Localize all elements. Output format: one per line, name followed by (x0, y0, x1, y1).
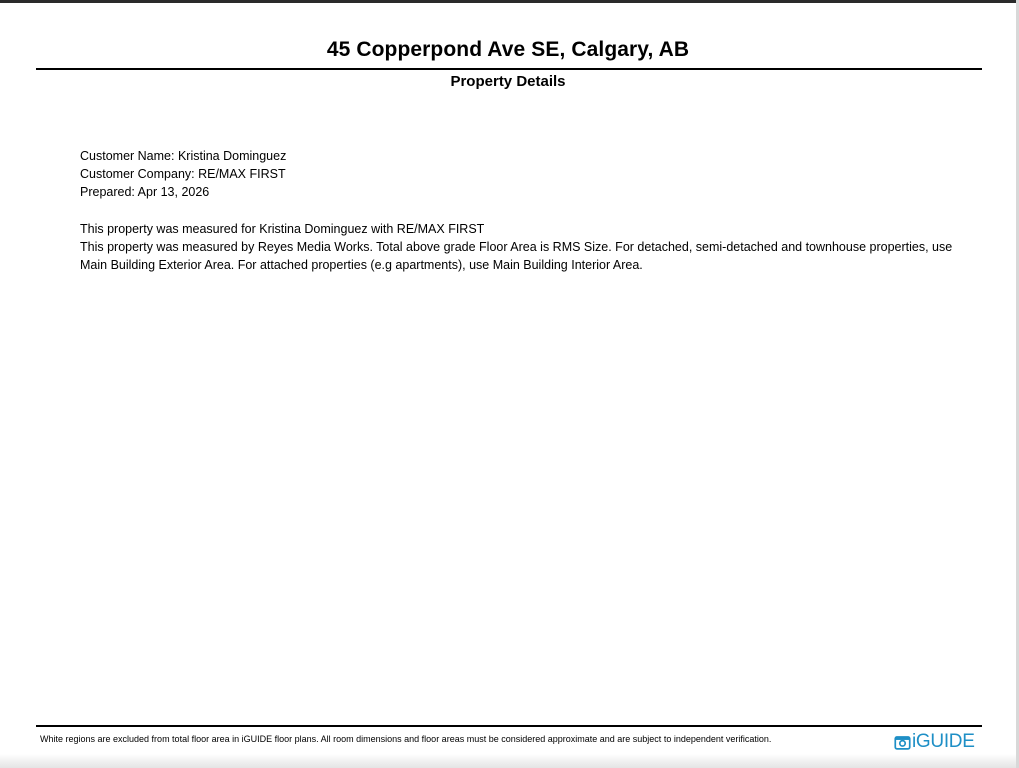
page-title: 45 Copperpond Ave SE, Calgary, AB (326, 38, 690, 61)
footer-divider (36, 725, 982, 727)
customer-company: Customer Company: RE/MAX FIRST (80, 167, 286, 182)
footer-disclaimer: White regions are excluded from total floor area in iGUIDE floor plans. All room dimensions and floor areas must be considered approximate and are subject to independent verification. (40, 734, 772, 744)
section-subtitle: Property Details (450, 73, 566, 90)
document-page (0, 3, 1016, 768)
title-divider (36, 68, 982, 70)
iguide-logo (894, 731, 975, 753)
measurement-note (80, 220, 953, 275)
customer-name: Customer Name: Kristina Dominguez (80, 149, 287, 163)
customer-details (80, 147, 286, 202)
page-bottom-shadow (0, 754, 1016, 768)
iguide-logo-text: iGUIDE (912, 731, 975, 752)
measurement-line-3: Main Building Exterior Area. For attached properties (e.g apartments), use Main Building Interior Area. (80, 258, 643, 273)
prepared-date: Prepared: Apr 13, 2026 (80, 185, 210, 200)
measurement-line-2: This property was measured by Reyes Media Works. Total above grade Floor Area is RMS Size. For detached, semi-detached and townhouse properties, use (80, 240, 953, 255)
iguide-camera-icon (894, 734, 911, 751)
measurement-line-1: This property was measured for Kristina Dominguez with RE/MAX FIRST (80, 222, 485, 236)
